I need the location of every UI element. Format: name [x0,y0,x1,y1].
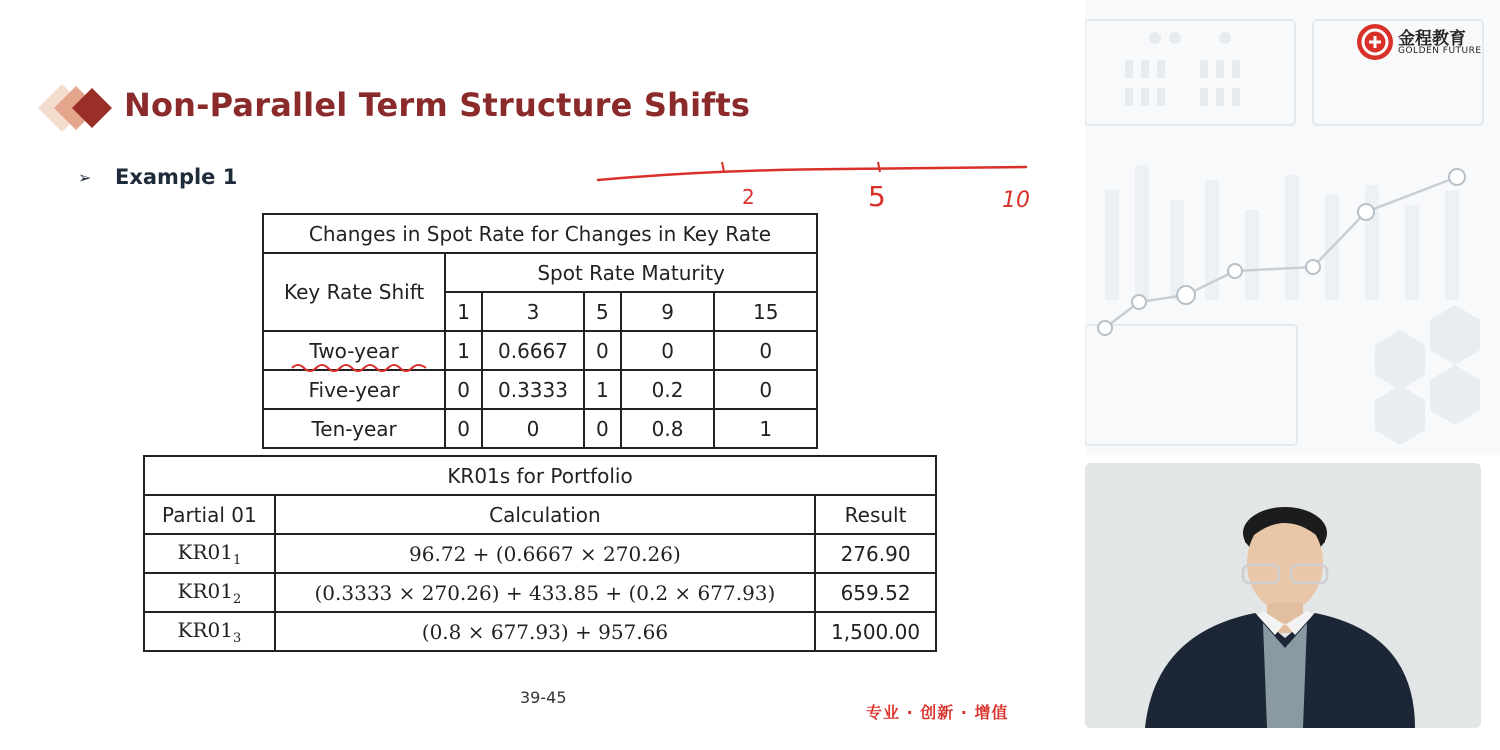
kr-sub: 1 [232,552,242,568]
kr-header: Calculation [275,495,815,534]
table-cell: 0 [584,331,621,370]
handwritten-underline [288,360,433,374]
logo-text-cn: 金程教育 [1398,29,1466,49]
annotation-label-2: 2 [742,185,755,209]
partial-01-name [144,612,275,651]
table-cell: 0 [445,370,482,409]
kr-name: KR01 [177,578,233,603]
title-diamond-icon [38,82,118,134]
row-label [263,331,445,370]
example-label: Example 1 [115,165,238,189]
kr-sub: 2 [232,591,242,607]
logo-text-en: GOLDEN FUTURE [1398,46,1482,56]
table-cell: 0 [445,409,482,448]
spot-table-row-header: Key Rate Shift [263,253,445,331]
spot-table-title: Changes in Spot Rate for Changes in Key Rate [263,214,817,253]
maturity-header: 3 [482,292,584,331]
bullet-arrow-icon: ➢ [78,168,92,187]
row-label: Ten-year [263,409,445,448]
annotation-label-5: 5 [868,180,886,213]
table-row [263,331,817,370]
decorative-graphic [1085,0,1500,455]
maturity-header: 1 [445,292,482,331]
kr-name: KR01 [177,539,233,564]
row-label-text: Two-year [309,338,399,363]
spot-table-group-header: Spot Rate Maturity [445,253,817,292]
calculation-cell: (0.3333 × 270.26) + 433.85 + (0.2 × 677.93) [275,573,815,612]
slide-title: Non-Parallel Term Structure Shifts [124,86,751,124]
kr01-table [143,455,937,652]
slogan-text: 专业 · 创新 · 增值 [866,703,1009,722]
table-cell: 0 [482,409,584,448]
spot-rate-table [262,213,818,449]
result-cell: 276.90 [815,534,936,573]
table-cell: 0.8 [621,409,715,448]
maturity-header: 9 [621,292,715,331]
table-row [144,534,936,573]
table-cell: 0.2 [621,370,715,409]
calculation-cell: 96.72 + (0.6667 × 270.26) [275,534,815,573]
table-row [144,573,936,612]
result-cell: 659.52 [815,573,936,612]
handwritten-annotation [590,150,1040,215]
kr-sub: 3 [232,630,242,646]
table-row [144,612,936,651]
table-cell: 0.6667 [482,331,584,370]
partial-01-name [144,573,275,612]
row-label: Five-year [263,370,445,409]
table-cell: 0.3333 [482,370,584,409]
kr-header: Result [815,495,936,534]
decorative-background [1085,0,1500,455]
annotation-label-10: 10 [1002,188,1030,213]
golden-future-logo [1355,22,1490,62]
page-number: 39-45 [520,688,567,707]
kr-name: KR01 [177,617,233,642]
kr-header: Partial 01 [144,495,275,534]
table-row [263,370,817,409]
calculation-cell: (0.8 × 677.93) + 957.66 [275,612,815,651]
table-cell: 1 [445,331,482,370]
table-cell: 1 [714,409,817,448]
kr-table-title: KR01s for Portfolio [144,456,936,495]
maturity-header: 5 [584,292,621,331]
logo-emblem-icon [1355,22,1395,62]
table-cell: 0 [714,370,817,409]
table-cell: 0 [714,331,817,370]
maturity-header: 15 [714,292,817,331]
table-row [263,409,817,448]
table-cell: 1 [584,370,621,409]
partial-01-name [144,534,275,573]
presenter-video [1085,463,1481,728]
table-cell: 0 [584,409,621,448]
presenter-image [1085,463,1481,728]
result-cell: 1,500.00 [815,612,936,651]
table-cell: 0 [621,331,715,370]
